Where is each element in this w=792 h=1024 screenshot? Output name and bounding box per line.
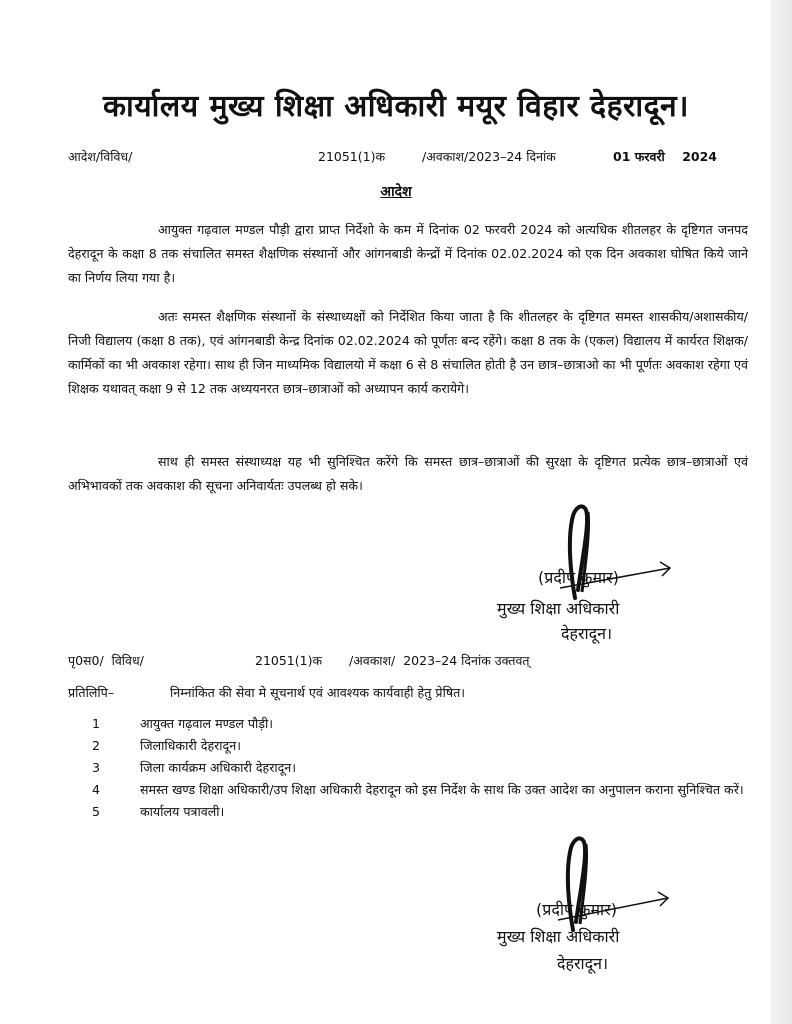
page-edge-shadow xyxy=(770,0,792,1024)
list-item-text: जिलाधिकारी देहरादून। xyxy=(140,738,242,753)
list-item-text: समस्त खण्ड शिक्षा अधिकारी/उप शिक्षा अधिकारी देहरादून को इस निर्देश के साथ कि उक्त आदेश का अनुपालन कराना सुनिश्चित करें। xyxy=(140,782,744,797)
office-title: कार्यालय मुख्य शिक्षा अधिकारी मयूर विहार देहरादून। xyxy=(102,89,690,124)
list-item xyxy=(92,713,752,735)
order-reference-number: 21051(1)क xyxy=(318,149,386,164)
list-item-text: कार्यालय पत्रावली। xyxy=(140,804,225,819)
endorsement-prefix: पृ0स0/ विविध/ xyxy=(68,653,144,668)
list-item-text: आयुक्त गढ़वाल मण्डल पौड़ी। xyxy=(140,716,274,731)
distribution-list xyxy=(92,713,752,823)
list-item xyxy=(92,779,752,801)
order-reference-prefix: आदेश/विविध/ xyxy=(68,149,133,164)
signatory-name: (प्रदीप कुमार) xyxy=(536,900,617,919)
list-item-number: 2 xyxy=(92,738,101,753)
copy-label: प्रतिलिपि– xyxy=(68,685,115,700)
list-item xyxy=(92,735,752,757)
signatory-designation: मुख्य शिक्षा अधिकारी xyxy=(497,927,620,946)
list-item-number: 1 xyxy=(92,716,101,731)
order-paragraph-1: आयुक्त गढ़वाल मण्डल पौड़ी द्वारा प्राप्त निर्देशो के कम में दिनांक 02 फरवरी 2024 को अत्यधिक शीतलहर के दृष्टिगत जनपद देहरादून के कक्षा 8 तक संचालित समस्त शैक्षणिक संस्थानों और आंगनबाडी केन्द्रों में दिनांक 02.02.2024 को एक दिन अवकाश घोषित किये जाने का निर्णय लिया गया है। xyxy=(68,222,748,285)
order-date: 01 फरवरी 2024 xyxy=(613,149,717,164)
list-item xyxy=(92,757,752,779)
list-item-number: 4 xyxy=(92,782,101,797)
order-paragraph-3: साथ ही समस्त संस्थाध्यक्ष यह भी सुनिश्चित करेंगे कि समस्त छात्र–छात्राओं की सुरक्षा के दृष्टिगत प्रत्येक छात्र–छात्राओं एवं अभिभावकों तक अवकाश की सूचना अनिवार्यतः उपलब्ध हो सके। xyxy=(68,454,748,493)
order-paragraph-2: अतः समस्त शैक्षणिक संस्थानों के संस्थाध्यक्षों को निर्देशित किया जाता है कि शीतलहर के दृष्टिगत समस्त शासकीय/अशासकीय/निजी विद्यालय (कक्षा 8 तक), एवं आंगनबाडी केन्द्र दिनांक 02.02.2024 को पूर्णतः बन्द रहेंगे। कक्षा 8 तक के (एकल) विद्यालय में कार्यरत शिक्षक/कार्मिकों का भी अवकाश रहेगा। साथ ही जिन माध्यमिक विद्यालयो में कक्षा 6 से 8 संचालित होती है उन छात्र–छात्राओ का भी पूर्णतः अवकाश रहेगा एवं शिक्षक यथावत् कक्षा 9 से 12 तक अध्ययनरत छात्र–छात्राओं को अध्यापन कार्य करायेगे। xyxy=(68,309,748,396)
list-item-text: जिला कार्यक्रम अधिकारी देहरादून। xyxy=(140,760,297,775)
endorsement-subject: /अवकाश/ 2023–24 दिनांक उक्तवत् xyxy=(349,653,530,668)
list-item xyxy=(92,801,752,823)
copy-text: निम्नांकित की सेवा मे सूचनार्थ एवं आवश्यक कार्यवाही हेतु प्रेषित। xyxy=(170,685,466,700)
order-reference-subject: /अवकाश/2023–24 दिनांक xyxy=(422,149,556,164)
signatory-designation: मुख्य शिक्षा अधिकारी xyxy=(497,599,620,618)
list-item-number: 3 xyxy=(92,760,101,775)
signatory-city: देहरादून। xyxy=(557,954,609,973)
signatory-city: देहरादून। xyxy=(561,624,613,643)
endorsement-number: 21051(1)क xyxy=(255,653,323,668)
signatory-name: (प्रदीप कुमार) xyxy=(538,568,619,587)
list-item-number: 5 xyxy=(92,804,101,819)
order-heading: आदेश xyxy=(380,184,412,200)
